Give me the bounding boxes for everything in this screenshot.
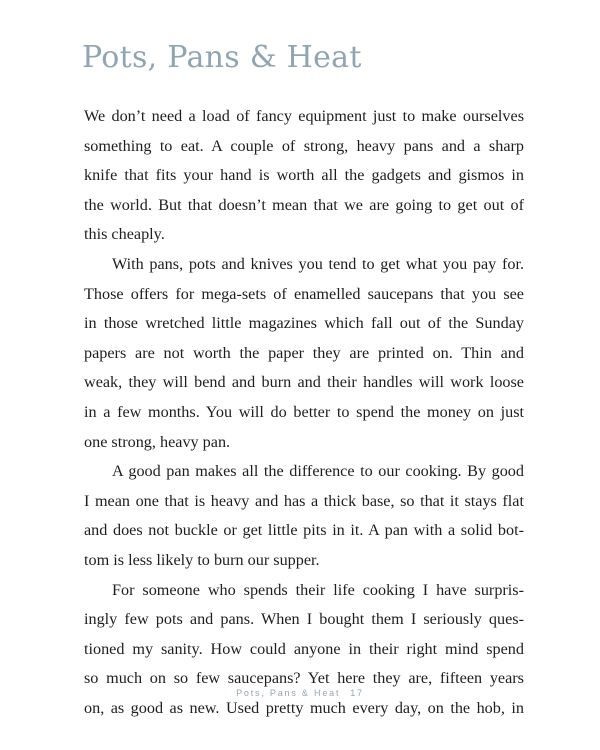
chapter-title: Pots, Pans & Heat xyxy=(82,40,362,75)
text-line: papers are not worth the paper they are printed on. Thin and xyxy=(84,343,524,362)
text-line: in a few months. You will do better to spend the money on just xyxy=(84,402,524,421)
text-line: the world. But that doesn’t mean that we are going to get out of xyxy=(84,195,524,214)
page-number: 17 xyxy=(350,688,364,698)
text-line: A good pan makes all the difference to our cooking. By good xyxy=(112,462,524,481)
text-line: this cheaply. xyxy=(84,225,165,244)
text-line: on, as good as new. Used pretty much every day, on the hob, in xyxy=(84,698,524,717)
text-line: knife that fits your hand is worth all the gadgets and gismos in xyxy=(84,166,524,185)
text-line: I mean one that is heavy and has a thick base, so that it stays flat xyxy=(84,491,524,510)
text-line: We don’t need a load of fancy equipment just to make ourselves xyxy=(84,107,524,125)
paragraph xyxy=(84,576,524,724)
running-title: Pots, Pans & Heat xyxy=(236,688,341,698)
text-line: so much on so few saucepans? Yet here they are, fifteen years xyxy=(84,669,524,688)
text-line: one strong, heavy pan. xyxy=(84,432,231,451)
text-line: tioned my sanity. How could anyone in their right mind spend xyxy=(84,639,524,658)
text-line: For someone who spends their life cooking I have surpris- xyxy=(112,580,524,599)
text-line: ingly few pots and pans. When I bought them I seriously ques- xyxy=(84,610,524,629)
paragraph xyxy=(84,457,524,575)
text-line: weak, they will bend and burn and their handles will work loose xyxy=(84,373,524,392)
page-footer xyxy=(0,688,600,698)
text-line: tom is less likely to burn our supper. xyxy=(84,550,320,569)
text-line: With pans, pots and knives you tend to get what you pay for. xyxy=(112,254,524,273)
text-line: and does not buckle or get little pits in it. A pan with a solid bot- xyxy=(84,521,524,540)
text-line: something to eat. A couple of strong, heavy pans and a sharp xyxy=(84,136,524,155)
body-text xyxy=(84,102,524,723)
paragraph xyxy=(84,250,524,457)
text-line: in those wretched little magazines which fall out of the Sunday xyxy=(84,314,524,333)
paragraph xyxy=(84,102,524,250)
text-line: Those offers for mega-sets of enamelled saucepans that you see xyxy=(84,284,524,303)
